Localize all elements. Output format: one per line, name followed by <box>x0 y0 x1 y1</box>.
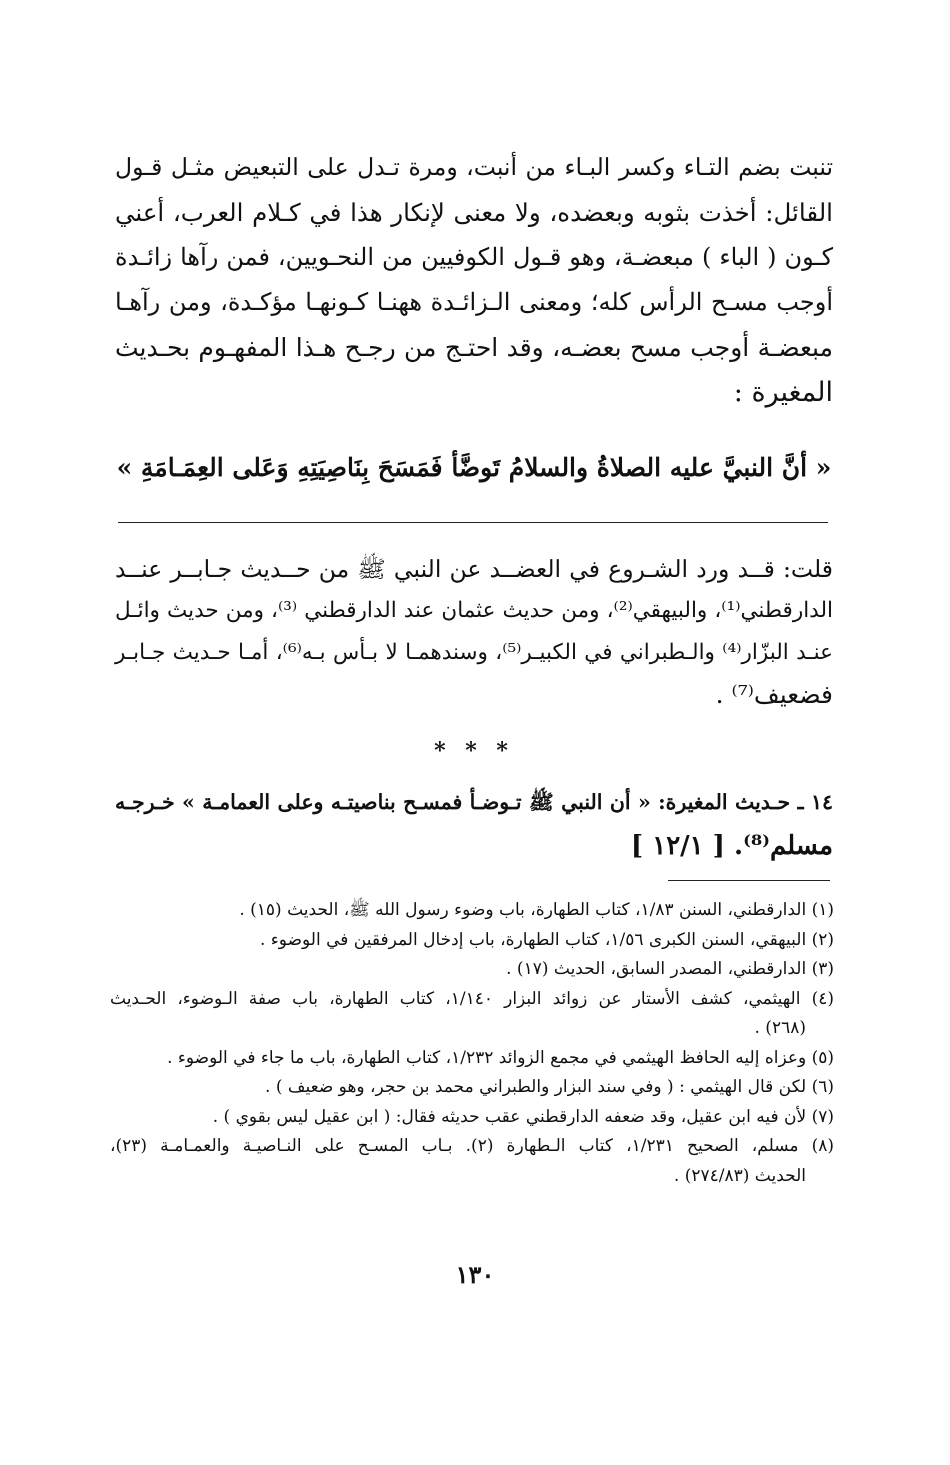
hadith-entry <box>115 780 833 868</box>
commentary-line: عنـد البزّار⁽⁴⁾ والـطبراني في الكبيـر⁽⁵⁾، وسندهمـا لا بـأس بـه⁽⁶⁾، أمـا حـديث جـابـر <box>115 640 834 665</box>
main-line: القائل: أخذت بثوبه وبعضده، ولا معنى لإنكار هذا في كـلام العرب، أعني <box>115 198 833 227</box>
footnote: (٥) وعزاه إليه الحافظ الهيثمي في مجمع الزوائد ١/٢٣٢، كتاب الطهارة، باب ما جاء في الوضوء . <box>167 1047 834 1068</box>
footnote: (١) الدارقطني، السنن ١/٨٣، كتاب الطهارة، باب وضوء رسول الله ﷺ، الحديث (١٥) . <box>239 900 834 920</box>
footnote: (٦) لكن قال الهيثمي : ( وفي سند البزار والطبراني محمد بن حجر، وهو ضعيف ) . <box>265 1077 834 1097</box>
main-paragraph <box>115 145 833 415</box>
commentary-line: فضعيف⁽⁷⁾ . <box>715 680 833 709</box>
commentary-line: قلت: قــد ورد الشـروع في العضــد عن النبي ﷺ من حــديث جـابــر عنــد <box>115 555 833 583</box>
commentary-paragraph <box>115 548 833 716</box>
footnote: (٤) الهيثمي، كشف الأستار عن زوائد البزار ١/١٤٠، كتاب الطهارة، باب صفة الـوضوء، الحـديث <box>110 988 834 1009</box>
main-line: تنبت بضم التـاء وكسر البـاء من أنبت، ومرة تـدل على التبعيض مثـل قـول <box>115 153 833 181</box>
footnote: (٨) مسلم، الصحيح ١/٢٣١، كتاب الـطهارة (٢). بـاب المسـح على النـاصيـة والعمـامـة (٢٣)، <box>110 1136 834 1156</box>
footnotes-list <box>110 896 834 1191</box>
main-line: كـون ( الباء ) مبعضـة، وهو قـول الكوفيين من النحـويين، فمن رآها زائـدة <box>115 243 833 271</box>
footnote-continuation: (٢٦٨) . <box>754 1018 806 1038</box>
entry-line: مسلم⁽⁸⁾. [ ١٢/١ ] <box>630 831 833 861</box>
entry-line: ١٤ ـ حـديث المغيرة: « أن النبي ﷺ تـوضـأ فمسـح بناصيتـه وعلى العمامـة » خـرجـه <box>115 790 833 814</box>
main-line: مبعضـة أوجب مسح بعضـه، وقد احتـج من رجـح هـذا المفهـوم بحـديث <box>115 333 833 362</box>
section-separator: * * * <box>434 738 514 764</box>
hadith-quote: « أنَّ النبيَّ عليه الصلاةُ والسلامُ تَوضَّأ فَمَسَحَ بِنَاصِيَتِهِ وَعَلى العِمَـامَةِ » <box>116 453 832 482</box>
footnote: (٣) الدارقطني، المصدر السابق، الحديث (١٧) . <box>506 959 834 979</box>
footnote: (٢) البيهقي، السنن الكبرى ١/٥٦، كتاب الطهارة، باب إدخال المرفقين في الوضوء . <box>260 929 834 950</box>
main-line: المغيرة : <box>733 377 833 408</box>
main-line: أوجب مسـح الرأس كله؛ ومعنى الـزائـدة ههنـا كـونهـا مؤكـدة، ومن رآهـا <box>115 288 833 316</box>
commentary-line: الدارقطني⁽¹⁾، والبيهقي⁽²⁾، ومن حديث عثمان عند الدارقطني ⁽³⁾، ومن حديث وائـل <box>115 598 833 623</box>
footnote: (٧) لأن فيه ابن عقيل، وقد ضعفه الدارقطني عقب حديثه فقال: ( ابن عقيل ليس بقوي ) . <box>212 1106 834 1127</box>
page-number: ١٣٠ <box>455 1260 495 1289</box>
footnote-continuation: الحديث (٢٧٤/٨٣) . <box>673 1165 806 1186</box>
section-divider <box>118 522 828 523</box>
footnote-divider <box>668 880 830 881</box>
